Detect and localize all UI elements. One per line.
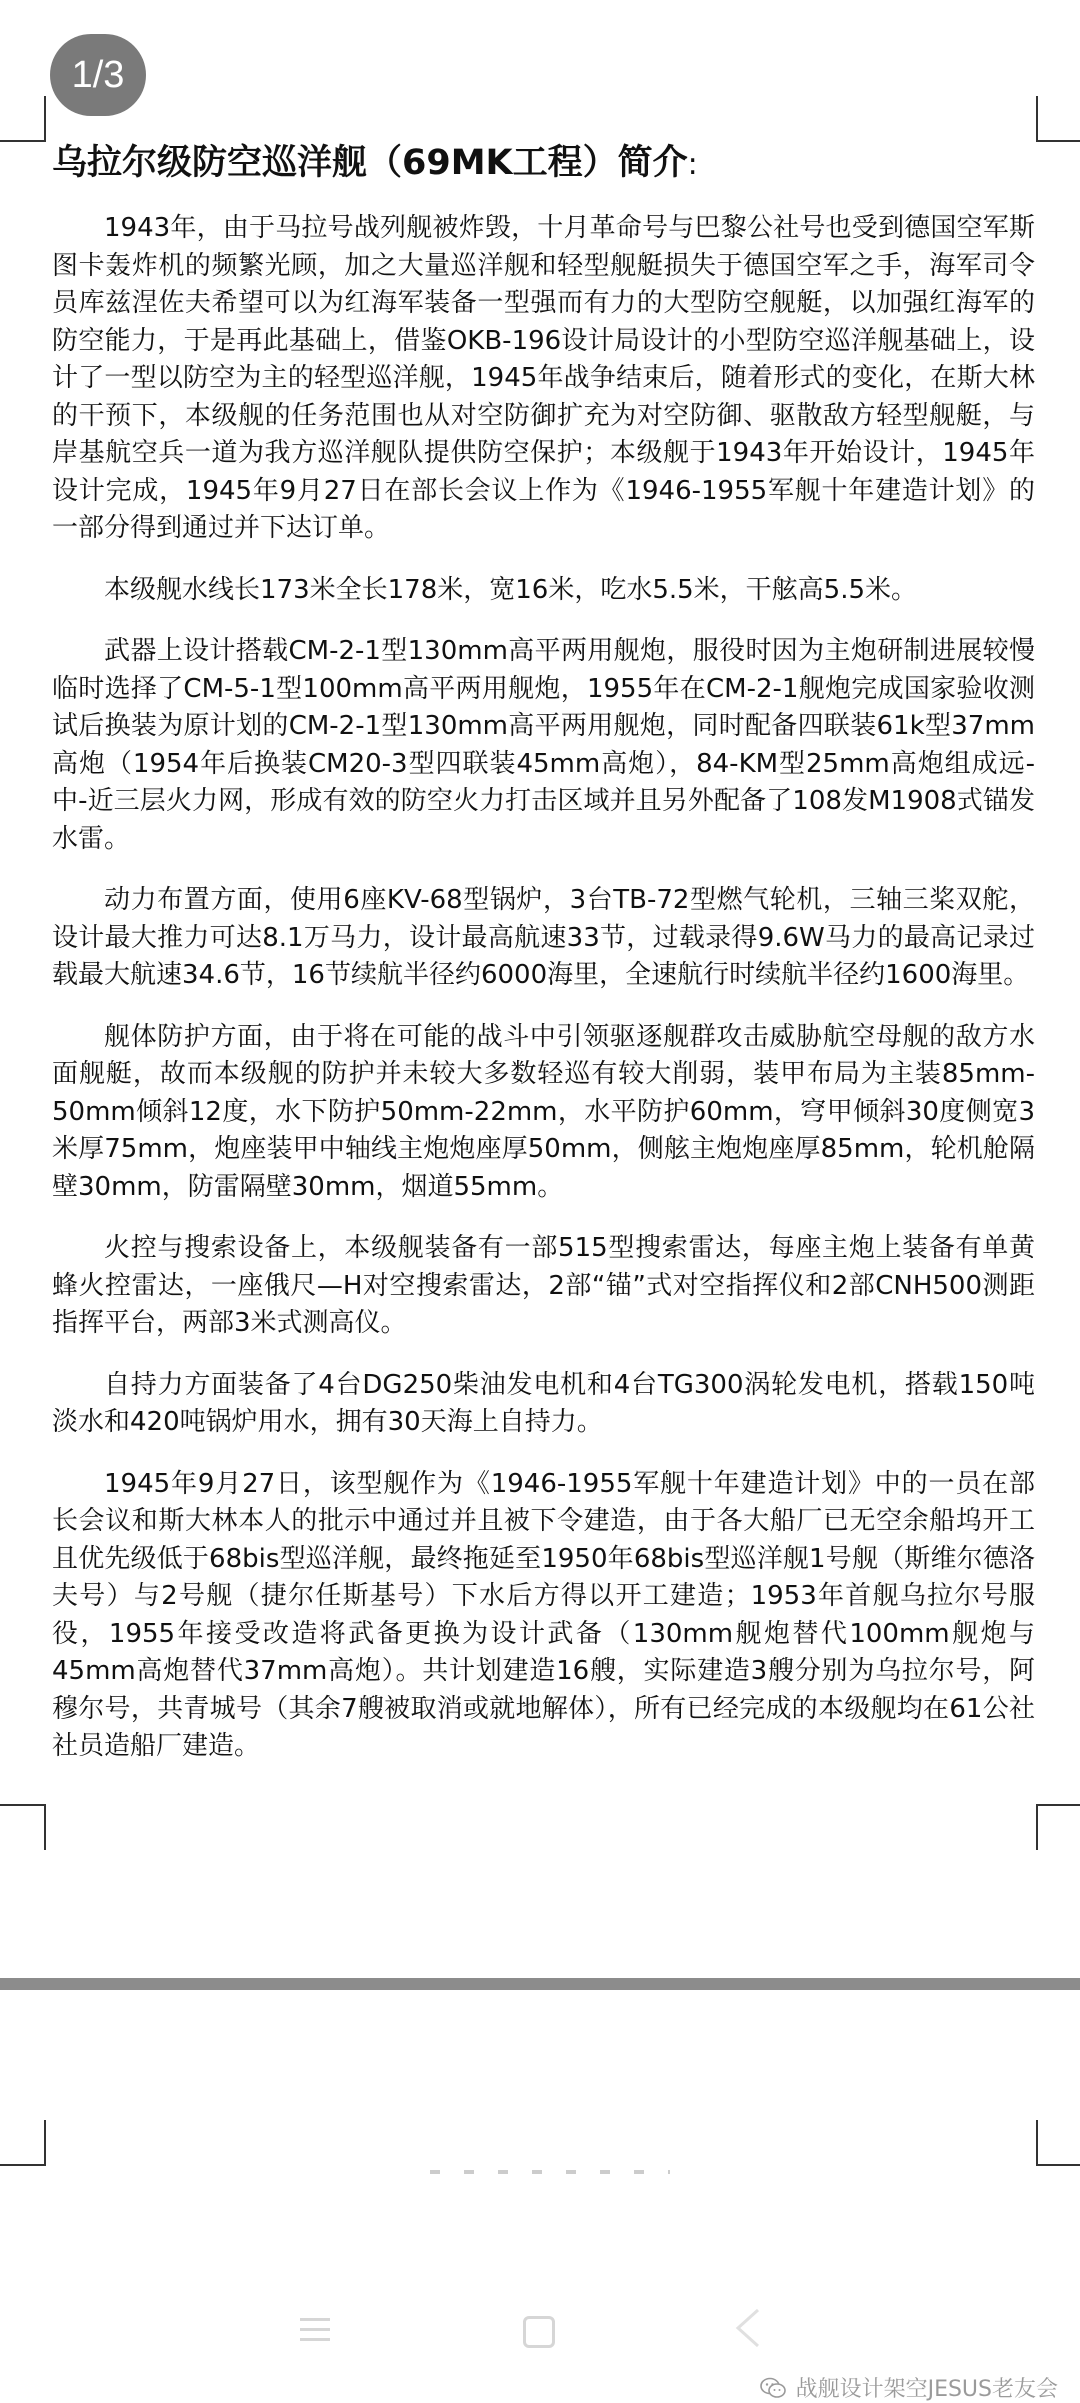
document-body — [52, 210, 1035, 1790]
back-icon[interactable] — [732, 2306, 762, 2350]
paragraph-history: 1943年，由于马拉号战列舰被炸毁，十月革命号与巴黎公社号也受到德国空军斯图卡轰炸机的频繁光顾，加之大量巡洋舰和轻型舰艇损失于德国空军之手，海军司令员库兹涅佐夫希望可以为红海军装备一型强而有力的大型防空舰艇，以加强红海军的防空能力，于是再此基础上，借鉴OKB-196设计局设计的小型防空巡洋舰基础上，设计了一型以防空为主的轻型巡洋舰，1945年战争结束后，随着形式的变化，在斯大林的干预下，本级舰的任务范围也从对空防御扩充为对空防御、驱散敌方轻型舰艇，与岸基航空兵一道为我方巡洋舰队提供防空保护；本级舰于1943年开始设计，1945年设计完成，1945年9月27日在部长会议上作为《1946-1955军舰十年建造计划》的一部分得到通过并下达订单。 — [52, 213, 1035, 543]
paragraph-construction: 1945年9月27日，该型舰作为《1946-1955军舰十年建造计划》中的一员在部长会议和斯大林本人的批示中通过并且被下令建造，由于各大船厂已无空余船坞开工且优先级低于68bis型巡洋舰，最终拖延至1950年68bis型巡洋舰1号舰（斯维尔德洛夫号）与2号舰（捷尔任斯基号）下水后方得以开工建造；1953年首舰乌拉尔号服役，1955年接受改造将武备更换为设计武备（130mm舰炮替代100mm舰炮与45mm高炮替代37mm高炮）。共计划建造16艘，实际建造3艘分别为乌拉尔号，阿穆尔号，共青城号（其余7艘被取消或就地解体），所有已经完成的本级舰均在61公社社员造船厂建造。 — [52, 1468, 1035, 1761]
document-title-colon: : — [687, 147, 698, 182]
crop-mark-top-right — [1036, 96, 1080, 142]
watermark-text: 战舰设计架空JESUS老友会 — [795, 2377, 1058, 2402]
page-indicator-badge: 1/3 — [50, 34, 146, 116]
paragraph-protection: 舰体防护方面，由于将在可能的战斗中引领驱逐舰群攻击威胁航空母舰的敌方水面舰艇，故而本级舰的防护并未较大多数轻巡有较大削弱，装甲布局为主装85mm-50mm倾斜12度，水下防护50mm-22mm，水平防护60mm，穹甲倾斜30度侧宽3米厚75mm，炮座装甲中轴线主炮炮座厚50mm，侧舷主炮炮座厚85mm，轮机舱隔壁30mm，防雷隔壁30mm，烟道55mm。 — [52, 1021, 1035, 1202]
paragraph-dimensions: 本级舰水线长173米全长178米，宽16米，吃水5.5米，干舷高5.5米。 — [104, 574, 918, 605]
paragraph-endurance: 自持力方面装备了4台DG250柴油发电机和4台TG300涡轮发电机，搭载150吨淡水和420吨锅炉用水，拥有30天海上自持力。 — [52, 1369, 1035, 1437]
crop-mark-top-right-page2 — [1036, 2120, 1080, 2166]
watermark — [760, 2372, 1058, 2403]
document-title-text: 乌拉尔级防空巡洋舰（69MK工程）简介 — [52, 143, 688, 183]
paragraph-propulsion: 动力布置方面，使用6座KV-68型锅炉，3台TB-72型燃气轮机，三轴三桨双舵，设计最大推力可达8.1万马力，设计最高航速33节，过载录得9.6W马力的最高记录过载最大航速34.6节，16节续航半径约6000海里，全速航行时续航半径约1600海里。 — [52, 885, 1035, 990]
page-divider — [0, 1978, 1080, 1990]
paragraph-armament: 武器上设计搭载CM-2-1型130mm高平两用舰炮，服役时因为主炮研制进展较慢临时选择了CM-5-1型100mm高平两用舰炮，1955年在CM-2-1舰炮完成国家验收测试后换装为原计划的CM-2-1型130mm高平两用舰炮，同时配备四联装61k型37mm高炮（1954年后换装CM20-3型四联装45mm高炮），84-KM型25mm高炮组成远-中-近三层火力网，形成有效的防空火力打击区域并且另外配备了108发M1908式锚发水雷。 — [52, 636, 1035, 854]
next-page-faint-text — [430, 2170, 670, 2174]
crop-mark-bottom-left — [0, 1804, 46, 1850]
menu-icon[interactable] — [300, 2318, 330, 2344]
wechat-icon — [760, 2377, 786, 2399]
document-title — [52, 138, 1032, 190]
crop-mark-bottom-right — [1036, 1804, 1080, 1850]
home-icon[interactable] — [523, 2316, 555, 2348]
crop-mark-top-left-page2 — [0, 2120, 46, 2166]
paragraph-fire-control: 火控与搜索设备上，本级舰装备有一部515型搜索雷达，每座主炮上装备有单黄蜂火控雷达，一座俄尺—H对空搜索雷达，2部“锚”式对空指挥仪和2部CNH500测距指挥平台，两部3米式测高仪。 — [52, 1233, 1035, 1338]
crop-mark-top-left — [0, 96, 46, 142]
